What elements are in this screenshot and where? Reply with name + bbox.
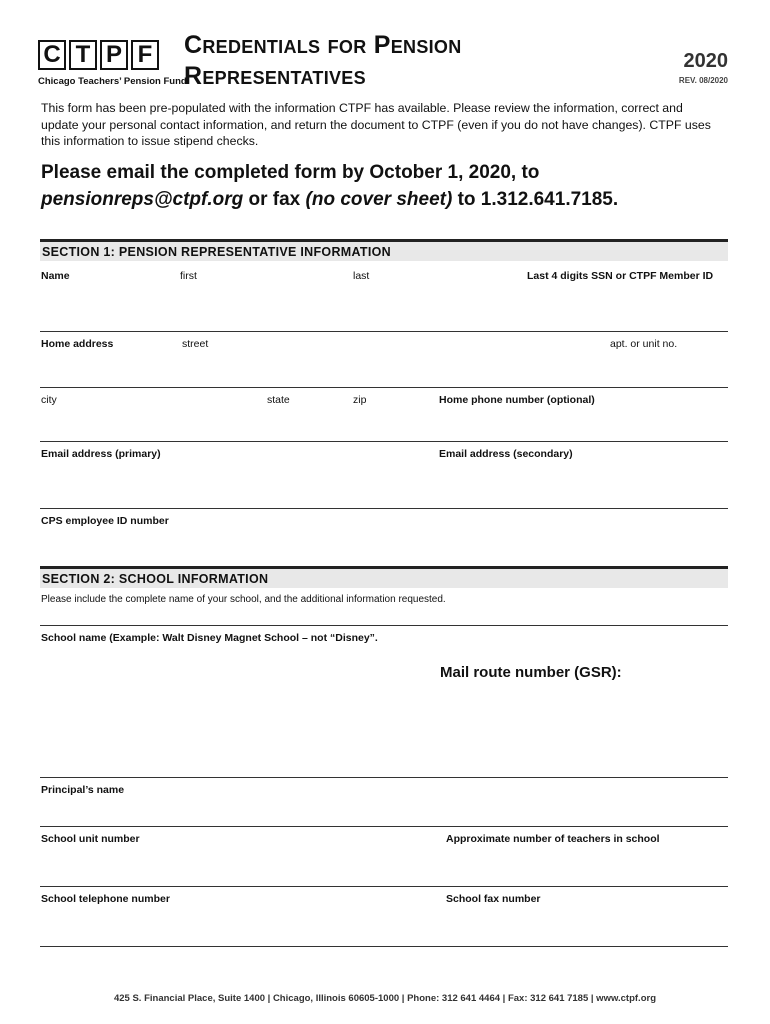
email-address-link[interactable]: pensionreps@ctpf.org	[41, 189, 244, 210]
home-address-label: Home address	[41, 338, 114, 350]
name-field-line[interactable]	[40, 331, 728, 332]
city-field-line[interactable]	[40, 441, 728, 442]
logo-letter: P	[100, 40, 128, 70]
logo-letter: C	[38, 40, 66, 70]
section2-note: Please include the complete name of your school, and the additional information requested.	[41, 594, 446, 605]
email-secondary-label: Email address (secondary)	[439, 448, 573, 460]
home-phone-label: Home phone number (optional)	[439, 394, 595, 406]
email-field-line[interactable]	[40, 508, 728, 509]
logo-subtitle: Chicago Teachers’ Pension Fund	[38, 76, 187, 87]
email-note-part2: or fax	[243, 189, 306, 210]
principal-label: Principal’s name	[41, 784, 125, 796]
mail-route-label: Mail route number (GSR):	[440, 664, 622, 681]
form-year: 2020	[683, 50, 728, 72]
apt-label: apt. or unit no.	[610, 338, 678, 350]
teachers-count-label: Approximate number of teachers in school	[446, 833, 660, 845]
principal-field-line[interactable]	[40, 826, 728, 827]
unit-number-label: School unit number	[41, 833, 140, 845]
email-primary-label: Email address (primary)	[41, 448, 161, 460]
school-telephone-label: School telephone number	[41, 893, 170, 905]
unit-field-line[interactable]	[40, 886, 728, 887]
street-label: street	[182, 338, 209, 350]
city-label: city	[41, 394, 57, 406]
ssn-label: Last 4 digits SSN or CTPF Member ID	[527, 270, 714, 282]
section1-heading: SECTION 1: PENSION REPRESENTATIVE INFORMATION	[40, 239, 728, 261]
footer-contact: 425 S. Financial Place, Suite 1400 | Chicago, Illinois 60605-1000 | Phone: 312 641 4464 | Fax: 312 641 7185 | www.ctpf.org	[113, 993, 656, 1004]
logo-letter: T	[69, 40, 97, 70]
cps-id-label: CPS employee ID number	[41, 515, 169, 527]
email-instructions	[41, 159, 741, 213]
zip-label: zip	[353, 394, 367, 406]
telephone-field-line[interactable]	[40, 946, 728, 947]
logo-letter: F	[131, 40, 159, 70]
email-note-part1: Please email the completed form by October 1, 2020, to	[41, 162, 540, 183]
last-name-label: last	[353, 270, 370, 282]
section2-heading: SECTION 2: SCHOOL INFORMATION	[40, 566, 728, 588]
form-title-line2: Representatives	[184, 62, 366, 90]
form-revision: REV. 08/2020	[678, 76, 728, 85]
school-name-label: School name (Example: Walt Disney Magnet School – not “Disney”.	[41, 632, 378, 644]
school-name-field-line[interactable]	[40, 777, 728, 778]
state-label: state	[267, 394, 290, 406]
school-fax-label: School fax number	[446, 893, 541, 905]
form-title-line1: Credentials for Pension	[184, 31, 462, 59]
email-note-part3: to 1.312.641.7185.	[452, 189, 619, 210]
intro-text: This form has been pre-populated with the information CTPF has available. Please review the information, correct and update your personal contact information, and return the document to CTPF (even if you do not have changes). CTPF uses this information to issue stipend checks.	[41, 101, 711, 148]
no-cover-note: (no cover sheet)	[305, 189, 453, 210]
section2-top-line	[40, 625, 728, 626]
address-field-line[interactable]	[40, 387, 728, 388]
first-name-label: first	[180, 270, 197, 282]
name-label: Name	[41, 270, 70, 282]
ctpf-logo	[38, 40, 159, 70]
